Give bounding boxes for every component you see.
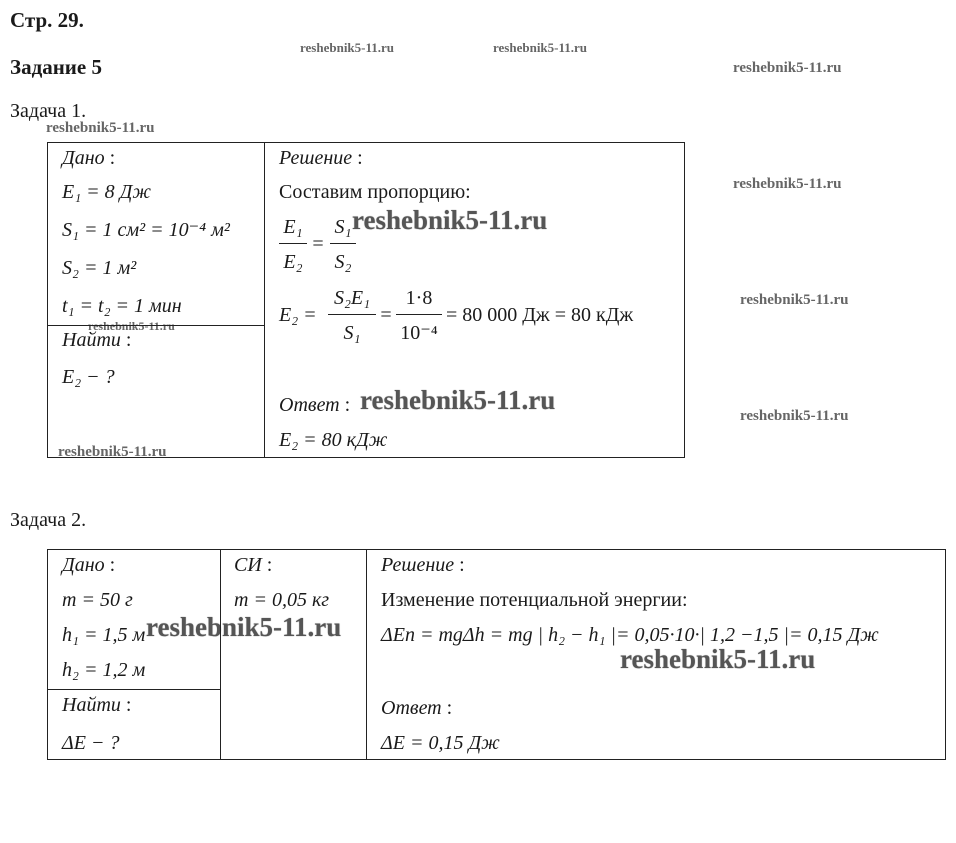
task2-given-item: m = 50 г — [62, 589, 133, 611]
fraction-bar — [396, 314, 442, 315]
watermark: reshebnik5-11.ru — [352, 205, 548, 235]
task2-given-item: h₂ = 1,2 м — [62, 659, 146, 681]
watermark: reshebnik5-11.ru — [740, 292, 849, 308]
task1-calc-num1: S₂E₁ — [333, 287, 371, 309]
task1-calc-lhs: E₂ = — [279, 304, 317, 326]
task1-given-label: Дано : — [62, 147, 116, 169]
task2-given-divider — [47, 689, 221, 690]
task1-calc-result: = 80 000 Дж = 80 кДж — [446, 304, 634, 326]
watermark: reshebnik5-11.ru — [733, 176, 842, 192]
task1-answer: E₂ = 80 кДж — [279, 429, 388, 451]
fraction-bar — [279, 243, 307, 244]
section-title: Задание 5 — [10, 55, 102, 79]
task1-given-item: S₂ = 1 м² — [62, 257, 137, 279]
watermark: reshebnik5-11.ru — [146, 612, 342, 642]
task1-given-divider — [47, 325, 265, 326]
task2-answer-label: Ответ : — [381, 697, 453, 719]
task2-solution-label: Решение : — [381, 554, 465, 576]
task1-title: Задача 1. — [10, 100, 87, 122]
task1-find: E₂ − ? — [62, 366, 115, 388]
task1-solution-label: Решение : — [279, 147, 363, 169]
task2-given-label: Дано : — [62, 554, 116, 576]
page-title: Стр. 29. — [10, 8, 84, 32]
task2-table — [47, 549, 946, 760]
task1-prop-num1: E₁ — [283, 216, 303, 238]
task2-step: Изменение потенциальной энергии: — [381, 589, 688, 611]
task1-given-item: S₁ = 1 см² = 10⁻⁴ м² — [62, 219, 230, 241]
task2-given-item: h₁ = 1,5 м — [62, 624, 146, 646]
watermark: reshebnik5-11.ru — [58, 444, 167, 460]
task1-calc-eq: = — [380, 304, 392, 326]
watermark: reshebnik5-11.ru — [360, 385, 556, 415]
task2-si-label: СИ : — [234, 554, 273, 576]
task2-formula: ΔEп = mgΔh = mg | h₂ − h₁ |= 0,05·10·| 1,2 −1,5 |= 0,15 Дж — [381, 624, 879, 646]
task2-find-label: Найти : — [62, 694, 132, 716]
task1-given-item: E₁ = 8 Дж — [62, 181, 151, 203]
task1-find-label: Найти : — [62, 329, 132, 351]
task2-answer: ΔE = 0,15 Дж — [381, 732, 500, 754]
task1-calc-den2: 10⁻⁴ — [400, 322, 438, 344]
task1-step: Составим пропорцию: — [279, 181, 471, 203]
task2-find: ΔE − ? — [62, 732, 120, 754]
watermark: reshebnik5-11.ru — [620, 644, 816, 674]
task1-prop-eq: = — [312, 233, 324, 255]
task2-divider-si — [220, 549, 221, 760]
task1-prop-den2: S₂ — [334, 251, 352, 273]
task2-divider-solution — [366, 549, 367, 760]
watermark: reshebnik5-11.ru — [46, 120, 155, 136]
task1-calc-num2: 1·8 — [405, 287, 433, 309]
task2-title: Задача 2. — [10, 509, 87, 531]
task1-answer-label: Ответ : — [279, 394, 351, 416]
task1-divider — [264, 142, 265, 458]
watermark: reshebnik5-11.ru — [733, 60, 842, 76]
watermark: reshebnik5-11.ru — [740, 408, 849, 424]
fraction-bar — [328, 314, 376, 315]
fraction-bar — [330, 243, 356, 244]
task2-si-value: m = 0,05 кг — [234, 589, 330, 611]
task1-calc-den1: S₁ — [343, 322, 361, 344]
task1-prop-num2: S₁ — [334, 216, 352, 238]
watermark: reshebnik5-11.ru — [88, 319, 175, 333]
watermark: reshebnik5-11.ru — [493, 40, 588, 55]
task1-prop-den1: E₂ — [283, 251, 303, 273]
watermark: reshebnik5-11.ru — [300, 40, 395, 55]
task1-given-item: t₁ = t₂ = 1 мин — [62, 295, 182, 317]
